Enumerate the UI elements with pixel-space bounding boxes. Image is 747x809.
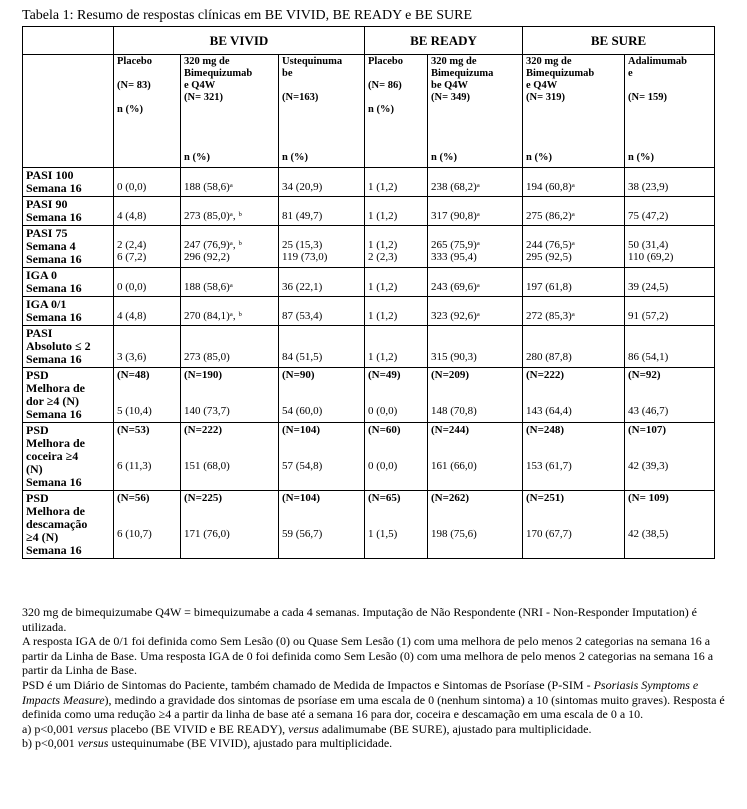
table-cell: 1 (1,2) 2 (2,3) (365, 226, 428, 268)
row-label: PASI 75 Semana 4 Semana 16 (23, 226, 114, 268)
column-header (625, 55, 715, 168)
table-row (23, 491, 715, 559)
table-caption: Tabela 1: Resumo de respostas clínicas em BE VIVID, BE READY e BE SURE (22, 8, 473, 23)
footnote-3-text: PSD é um Diário de Sintomas do Paciente, também chamado de Medida de Impactos e Sintomas de Psoríase (P-SIM - (22, 677, 594, 692)
table-cell: (N=104) 59 (56,7) (279, 491, 365, 559)
table-cell: 25 (15,3) 119 (73,0) (279, 226, 365, 268)
subgroup-n: (N=262) (431, 492, 470, 504)
column-header-n: n (%) (628, 152, 654, 163)
table-cell: (N=222) 143 (64,4) (523, 368, 625, 423)
table-cell: 4 (4,8) (114, 197, 181, 226)
subgroup-n: (N=56) (117, 492, 150, 504)
footnote-3 (22, 678, 726, 722)
table-cell: 50 (31,4) 110 (69,2) (625, 226, 715, 268)
column-header-name: 320 mg de Bimequizuma be Q4W (N= 349) (431, 56, 494, 103)
table-cell: 188 (58,6)ᵃ (181, 268, 279, 297)
table-cell: 244 (76,5)ᵃ 295 (92,5) (523, 226, 625, 268)
column-header (114, 55, 181, 168)
table-cell: 197 (61,8) (523, 268, 625, 297)
column-header (428, 55, 523, 168)
footnote-a-text: placebo (BE VIVID e BE READY), (107, 721, 289, 736)
footnote-b-text: ustequinumabe (BE VIVID), ajustado para multiplicidade. (108, 736, 393, 751)
subgroup-n: (N=49) (368, 369, 401, 381)
group-be-ready: BE READY (365, 27, 523, 55)
table-cell: 87 (53,4) (279, 297, 365, 326)
column-header-name: Ustequinuma be (N=163) (282, 56, 343, 103)
table-cell: 188 (58,6)ᵃ (181, 168, 279, 197)
footnote-1: 320 mg de bimequizumabe Q4W = bimequizumabe a cada 4 semanas. Imputação de Não Respondente (NRI - Non-Responder Imputation) é utilizada. (22, 605, 698, 634)
table-cell: (N=65) 1 (1,5) (365, 491, 428, 559)
column-header-row (23, 55, 715, 168)
table-cell: (N=251) 170 (67,7) (523, 491, 625, 559)
subgroup-n: (N=104) (282, 424, 321, 436)
table-cell: (N=92) 43 (46,7) (625, 368, 715, 423)
subgroup-n: (N=53) (117, 424, 150, 436)
column-header-name: 320 mg de Bimequizumab e Q4W (N= 321) (184, 56, 253, 103)
group-be-sure: BE SURE (523, 27, 715, 55)
table-cell: 243 (69,6)ᵃ (428, 268, 523, 297)
table-cell: 194 (60,8)ᵃ (523, 168, 625, 197)
column-header (523, 55, 625, 168)
table-cell: (N=244) 161 (66,0) (428, 423, 523, 491)
row-label: IGA 0 Semana 16 (23, 268, 114, 297)
table-cell: (N=225) 171 (76,0) (181, 491, 279, 559)
footnotes (22, 605, 726, 751)
table-cell: 4 (4,8) (114, 297, 181, 326)
group-be-vivid: BE VIVID (114, 27, 365, 55)
subgroup-n: (N=107) (628, 424, 667, 436)
column-header-name: Placebo (N= 86) n (%) (368, 56, 403, 115)
table-cell: 75 (47,2) (625, 197, 715, 226)
clinical-response-table (22, 26, 715, 559)
table-cell: 81 (49,7) (279, 197, 365, 226)
table-cell: (N=49) 0 (0,0) (365, 368, 428, 423)
footnote-b-italic: versus (77, 736, 109, 751)
table-row (23, 197, 715, 226)
footnote-b (22, 736, 726, 751)
table-cell: 39 (24,5) (625, 268, 715, 297)
table-cell: (N=262) 198 (75,6) (428, 491, 523, 559)
subgroup-n: (N=225) (184, 492, 223, 504)
row-label: PSD Melhora de dor ≥4 (N) Semana 16 (23, 368, 114, 423)
table-cell: (N=222) 151 (68,0) (181, 423, 279, 491)
table-cell: (N= 109) 42 (38,5) (625, 491, 715, 559)
footnote-b-text: b) p<0,001 (22, 736, 78, 751)
table-row (23, 297, 715, 326)
table-cell: 280 (87,8) (523, 326, 625, 368)
table-cell: 1 (1,2) (365, 268, 428, 297)
footnote-a-text: adalimumabe (BE SURE), ajustado para multiplicidade. (318, 721, 592, 736)
table-body (23, 168, 715, 559)
table-cell: 36 (22,1) (279, 268, 365, 297)
table-cell: (N=56) 6 (10,7) (114, 491, 181, 559)
table-cell: (N=53) 6 (11,3) (114, 423, 181, 491)
column-header (181, 55, 279, 168)
table-cell: 272 (85,3)ᵃ (523, 297, 625, 326)
row-label: PASI 100 Semana 16 (23, 168, 114, 197)
subgroup-n: (N=92) (628, 369, 661, 381)
table-cell: (N=248) 153 (61,7) (523, 423, 625, 491)
row-label: PASI Absoluto ≤ 2 Semana 16 (23, 326, 114, 368)
row-label: IGA 0/1 Semana 16 (23, 297, 114, 326)
table-cell: 0 (0,0) (114, 168, 181, 197)
table-cell: (N=60) 0 (0,0) (365, 423, 428, 491)
table-cell: (N=104) 57 (54,8) (279, 423, 365, 491)
row-label: PSD Melhora de coceira ≥4 (N) Semana 16 (23, 423, 114, 491)
subgroup-n: (N=65) (368, 492, 401, 504)
table-cell: 91 (57,2) (625, 297, 715, 326)
table-cell: 315 (90,3) (428, 326, 523, 368)
footnote-a (22, 722, 726, 737)
subgroup-n: (N=90) (282, 369, 315, 381)
subgroup-n: (N=190) (184, 369, 223, 381)
table-cell: 1 (1,2) (365, 168, 428, 197)
subgroup-n: (N=209) (431, 369, 470, 381)
header-label-cell (23, 55, 114, 168)
subgroup-n: (N=251) (526, 492, 565, 504)
table-cell: 273 (85,0) (181, 326, 279, 368)
group-header-row (23, 27, 715, 55)
table-cell: 84 (51,5) (279, 326, 365, 368)
subgroup-n: (N=48) (117, 369, 150, 381)
table-cell: 273 (85,0)ᵃ, ᵇ (181, 197, 279, 226)
table-cell: 317 (90,8)ᵃ (428, 197, 523, 226)
table-cell: 86 (54,1) (625, 326, 715, 368)
table-cell: 1 (1,2) (365, 197, 428, 226)
table-cell: 38 (23,9) (625, 168, 715, 197)
row-label: PSD Melhora de descamação ≥4 (N) Semana 16 (23, 491, 114, 559)
subgroup-n: (N=104) (282, 492, 321, 504)
table-cell: (N=90) 54 (60,0) (279, 368, 365, 423)
table-cell: 2 (2,4) 6 (7,2) (114, 226, 181, 268)
corner-cell (23, 27, 114, 55)
footnote-2: A resposta IGA de 0/1 foi definida como Sem Lesão (0) ou Quase Sem Lesão (1) com uma melhora de pelo menos 2 categorias na semana 16 a partir da Linha de Base. Uma resposta IGA de 0 foi definida como Sem Lesão (0) com uma melhora de pelo menos 2 categorias na semana 16 a partir da Linha de Base. (22, 634, 714, 678)
table-cell: (N=190) 140 (73,7) (181, 368, 279, 423)
subgroup-n: (N=60) (368, 424, 401, 436)
table-cell: (N=209) 148 (70,8) (428, 368, 523, 423)
footnote-3-italic: Psoriasis Symptoms e Impacts Measure (22, 677, 699, 707)
column-header (365, 55, 428, 168)
table-row (23, 268, 715, 297)
column-header (279, 55, 365, 168)
row-label: PASI 90 Semana 16 (23, 197, 114, 226)
table-cell: 275 (86,2)ᵃ (523, 197, 625, 226)
table-cell: 247 (76,9)ᵃ, ᵇ 296 (92,2) (181, 226, 279, 268)
table-cell: 265 (75,9)ᵃ 333 (95,4) (428, 226, 523, 268)
table-cell: 1 (1,2) (365, 297, 428, 326)
subgroup-n: (N= 109) (628, 492, 669, 504)
table-cell: (N=48) 5 (10,4) (114, 368, 181, 423)
table-cell: 3 (3,6) (114, 326, 181, 368)
table-cell: 34 (20,9) (279, 168, 365, 197)
footnote-3-text-end: ), medindo a gravidade dos sintomas de psoríase em uma escala de 0 (nenhum sintoma) a 10 (sintomas muito graves). Resposta é definida como uma redução ≥4 a partir da linha de base até a semana 16 para dor, coceira e descamação em uma escala de 0 a 10. (22, 692, 725, 722)
footnote-a-italic: versus (288, 721, 319, 736)
column-header-n: n (%) (526, 152, 552, 163)
table-row (23, 423, 715, 491)
table-cell: 1 (1,2) (365, 326, 428, 368)
subgroup-n: (N=248) (526, 424, 565, 436)
table-row (23, 226, 715, 268)
table-cell: 270 (84,1)ᵃ, ᵇ (181, 297, 279, 326)
column-header-name: 320 mg de Bimequizumab e Q4W (N= 319) (526, 56, 595, 103)
table-row (23, 326, 715, 368)
column-header-name: Placebo (N= 83) n (%) (117, 56, 152, 115)
column-header-n: n (%) (184, 152, 210, 163)
table-row (23, 168, 715, 197)
subgroup-n: (N=222) (526, 369, 565, 381)
table-cell: (N=107) 42 (39,3) (625, 423, 715, 491)
table-cell: 0 (0,0) (114, 268, 181, 297)
subgroup-n: (N=222) (184, 424, 223, 436)
table-cell: 323 (92,6)ᵃ (428, 297, 523, 326)
column-header-name: Adalimumab e (N= 159) (628, 56, 687, 103)
footnote-a-italic: versus (77, 721, 108, 736)
column-header-n: n (%) (282, 152, 308, 163)
table-row (23, 368, 715, 423)
footnote-a-text: a) p<0,001 (22, 721, 78, 736)
column-header-n: n (%) (431, 152, 457, 163)
table-cell: 238 (68,2)ᵃ (428, 168, 523, 197)
subgroup-n: (N=244) (431, 424, 470, 436)
